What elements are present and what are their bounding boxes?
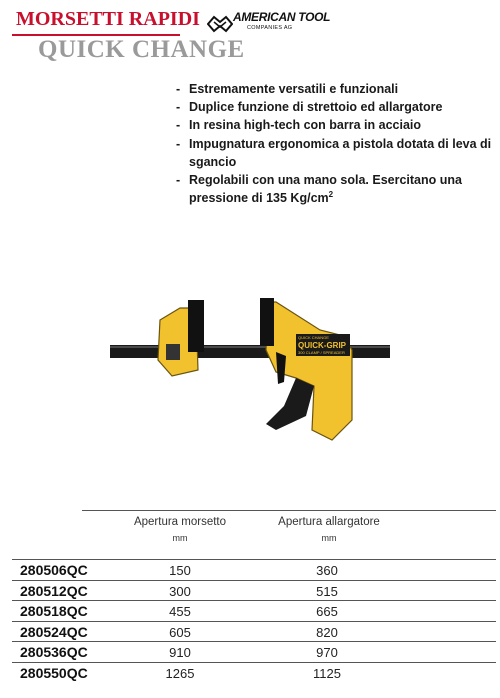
apertura-allargatore-value: 820: [316, 624, 338, 640]
apertura-allargatore-value: 665: [316, 604, 338, 619]
column-header-allargatore: [262, 515, 396, 546]
apertura-allargatore-value: 360: [316, 563, 338, 578]
row-divider: [12, 580, 496, 581]
feature-item-text: Regolabili con una mano sola. Esercitano una pressione di 135 Kg/cm: [189, 173, 462, 206]
product-code: 280512QC: [20, 582, 88, 599]
clamp-label-bottom: 300 CLAMP / SPREADER: [298, 350, 345, 355]
page-subtitle: QUICK CHANGE: [38, 36, 245, 63]
table-row: [0, 601, 500, 622]
clamp-trigger-handle: [266, 378, 314, 430]
product-code: 280536QC: [20, 644, 88, 660]
table-row: [0, 663, 500, 684]
product-table: [0, 560, 500, 683]
brand-logo-name: AMERICAN TOOL: [233, 10, 331, 24]
clamp-label-small: QUICK CHANGE: [298, 335, 329, 340]
table-row: [0, 581, 500, 602]
handshake-emblem-icon: [207, 13, 233, 35]
superscript-unit: 2: [328, 190, 334, 200]
row-divider: [12, 662, 496, 663]
feature-item: - Impugnatura ergonomica a pistola dotata di leva di sgancio: [176, 135, 494, 171]
apertura-morsetto-value: 300: [169, 583, 191, 599]
table-top-rule: [82, 510, 496, 511]
column-header-label: Apertura allargatore: [278, 516, 380, 528]
clamp-release-lever: [276, 352, 286, 384]
apertura-morsetto-value: 605: [169, 624, 191, 640]
product-code: 280550QC: [20, 664, 88, 681]
apertura-allargatore-value: 1125: [313, 665, 341, 681]
clamp-label-brand: QUICK-GRIP: [298, 341, 346, 350]
feature-item: [176, 171, 494, 207]
apertura-morsetto-value: 150: [169, 563, 191, 578]
brand-logo: [207, 10, 331, 40]
table-row: [0, 560, 500, 581]
feature-item: - Estremamente versatili e funzionali: [176, 80, 494, 98]
apertura-allargatore-value: 515: [316, 583, 338, 599]
apertura-morsetto-value: 455: [169, 604, 191, 619]
quick-grip-clamp-image: [100, 290, 400, 460]
apertura-allargatore-value: 970: [316, 645, 338, 660]
page-title: MORSETTI RAPIDI: [16, 8, 200, 30]
clamp-pad-left: [188, 300, 204, 352]
product-code: 280524QC: [20, 623, 88, 640]
feature-item: - Duplice funzione di strettoio ed allargatore: [176, 98, 494, 116]
row-divider: [12, 641, 496, 642]
product-code: 280506QC: [20, 562, 88, 578]
product-code: 280518QC: [20, 603, 88, 619]
row-divider: [12, 621, 496, 622]
column-header-label: Apertura morsetto: [133, 516, 227, 528]
feature-list: [176, 80, 494, 207]
apertura-morsetto-value: 910: [169, 645, 191, 660]
row-divider: [12, 559, 496, 560]
column-header-morsetto: [118, 515, 242, 546]
table-row: [0, 642, 500, 663]
column-header-unit: mm: [321, 533, 337, 543]
clamp-pad-right: [260, 298, 274, 346]
table-row: [0, 622, 500, 643]
feature-item: - In resina high-tech con barra in acciaio: [176, 116, 494, 134]
row-divider: [12, 600, 496, 601]
column-header-unit: mm: [172, 533, 188, 543]
brand-logo-tagline: COMPANIES AG: [247, 25, 293, 31]
apertura-morsetto-value: 1265: [165, 665, 195, 681]
